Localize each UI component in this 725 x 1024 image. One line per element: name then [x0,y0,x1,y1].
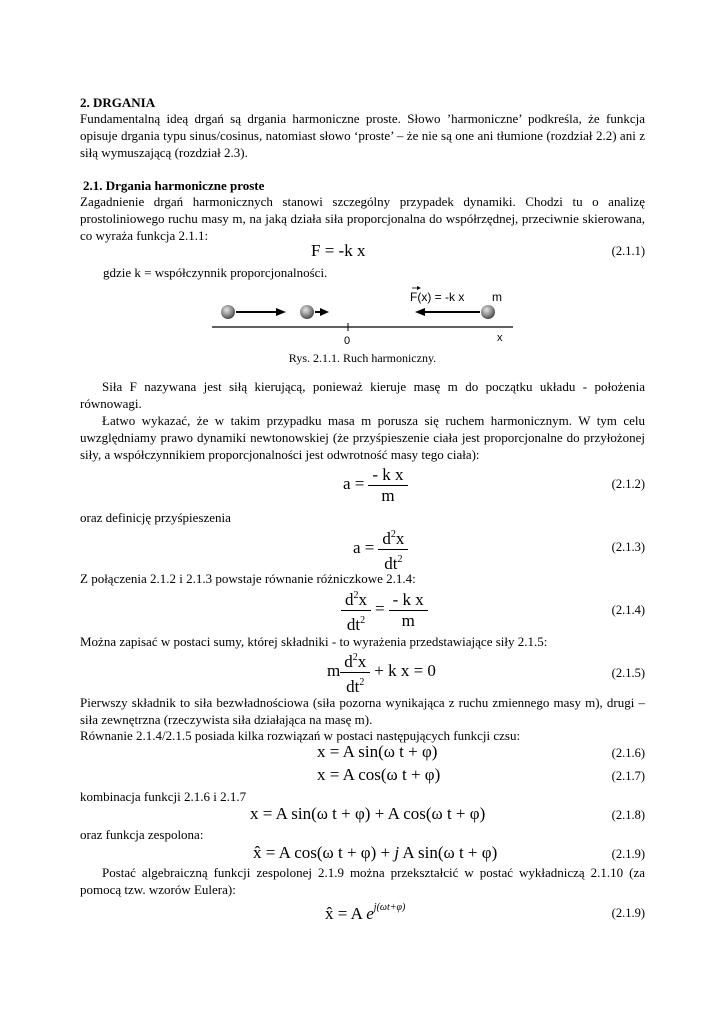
equation-number: (2.1.9) [611,906,645,920]
para-forces: Pierwszy składnik to siła bezwładnościowa (siła pozorna wynikająca z ruchu zmiennego masy m), drugi – siła zewnętrzna (rzeczywista siła działająca na masę m). [80,695,645,727]
eq3-lhs: a = [353,538,375,558]
where-k: gdzie k = współczynnik proporcjonalności. [103,265,328,280]
eq4-denominator: m [401,611,415,630]
text-combo: Z połączenia 2.1.2 i 2.1.3 powstaje równanie różniczkowe 2.1.4: [80,571,416,586]
equation-number: (2.1.2) [611,477,645,491]
eq3-numerator: $d^2x$ [378,525,408,550]
text-accel: oraz definicję przyśpieszenia [80,510,231,525]
equation-2-1-8: x = A sin(ω t + φ) + A cos(ω t + φ) [250,804,486,823]
text-sum: Można zapisać w postaci sumy, której składniki - to wyrażenia przedstawiające siły 2.1.5: [80,634,548,649]
equation-2-1-5: m $\frac{d^2x}{dt^2}$ + k x = 0 [327,648,436,697]
eq4-numerator: - k x [389,590,428,611]
mass-label: m [492,290,502,304]
arrowhead-right-2 [320,308,329,316]
eq2-numerator: - k x [368,465,407,486]
text-complex: oraz funkcja zespolona: [80,827,204,842]
section-intro: Fundamentalną ideą drgań są drgania harmoniczne proste. Słowo ’harmoniczne’ podkreśla, że funkcja opisuje drgania typu sinus/cosinus, natomiast słowo ‘proste’ – że nie są one ani tłumione (rozdział 2.2) ani z siłą wymuszającą (rozdział 2.3). [80,111,645,160]
para-restoring: Siła F nazywana jest siłą kierującą, ponieważ kieruje masę m do początku układu - położenia równowagi. [80,379,645,411]
equation-2-1-1: F = -k x [311,241,366,260]
equation-number: (2.1.7) [611,769,645,783]
equation-2-1-2 [343,465,408,506]
eq10-exponent: j(ωt+φ) [373,902,406,913]
arrowhead-right-1 [276,308,286,316]
subsection-intro: Zagadnienie drgań harmonicznych stanowi szczególny przypadek dynamiki. Chodzi tu o analizę prostoliniowego ruchu masy m, na jaką działa siła proporcjonalna do współrzędnej, przeciwnie skierowana, co wyraża funkcja 2.1.1: [80,194,645,243]
mass-ball-3 [481,305,495,319]
equation-number: (2.1.4) [611,603,645,617]
equation-number: (2.1.9) [611,847,645,861]
section-title: 2. DRGANIA [80,95,156,110]
equation-2-1-3 [353,525,408,574]
mass-ball-2 [300,305,314,319]
origin-label: 0 [344,335,351,347]
axis-label: x [497,332,503,344]
equation-number: (2.1.8) [611,808,645,822]
equation-number: (2.1.3) [611,540,645,554]
equation-number: (2.1.6) [611,746,645,760]
arrowhead-left [415,308,425,316]
equation-2-1-9: x̂ = A cos(ω t + φ) + j A sin(ω t + φ) [253,843,498,862]
para-euler: Postać algebraiczną funkcji zespolonej 2.1.9 można przekształcić w postać wykładniczą 2.1.10 (za pomocą tzw. wzorów Eulera): [80,865,645,897]
equation-2-1-6: x = A sin(ω t + φ) [317,742,438,761]
equation-2-1-7: x = A cos(ω t + φ) [317,765,441,784]
eq2-lhs: a = [343,474,365,494]
force-label: F(x) = -k x [410,290,465,304]
mass-ball-1 [221,305,235,319]
harmonic-motion-diagram [205,282,520,348]
subsection-title: 2.1. Drgania harmoniczne proste [83,178,265,193]
text-solutions: Równanie 2.1.4/2.1.5 posiada kilka rozwiązań w postaci następujących funkcji czsu: [80,728,521,743]
eq2-denominator: m [381,486,395,505]
text-combination: kombinacja funkcji 2.1.6 i 2.1.7 [80,789,247,804]
eq5-rest: + k x = 0 [374,661,436,681]
equation-number: (2.1.1) [611,244,645,258]
equation-2-1-4: $\frac{d^2x}{dt^2}$ = $\frac{\text{- k x}}{m}$ [341,586,428,635]
equation-number: (2.1.5) [611,666,645,680]
eq3-denominator: $dt^2$ [384,554,403,573]
equation-2-1-10: x̂ = A $e^{j(\omega t+\varphi)}$ [325,902,406,923]
para-newton: Łatwo wykazać, że w takim przypadku masa m porusza się ruchem harmonicznym. W tym celu uwzględniamy prawo dynamiki newtonowskiej (że przyśpieszenie ciała jest proporcjonalne do przyłożonej siły, a współczynnikiem proporcjonalności jest odwrotność masy tego ciała): [80,413,645,462]
figure-caption: Rys. 2.1.1. Ruch harmoniczny. [288,351,437,365]
